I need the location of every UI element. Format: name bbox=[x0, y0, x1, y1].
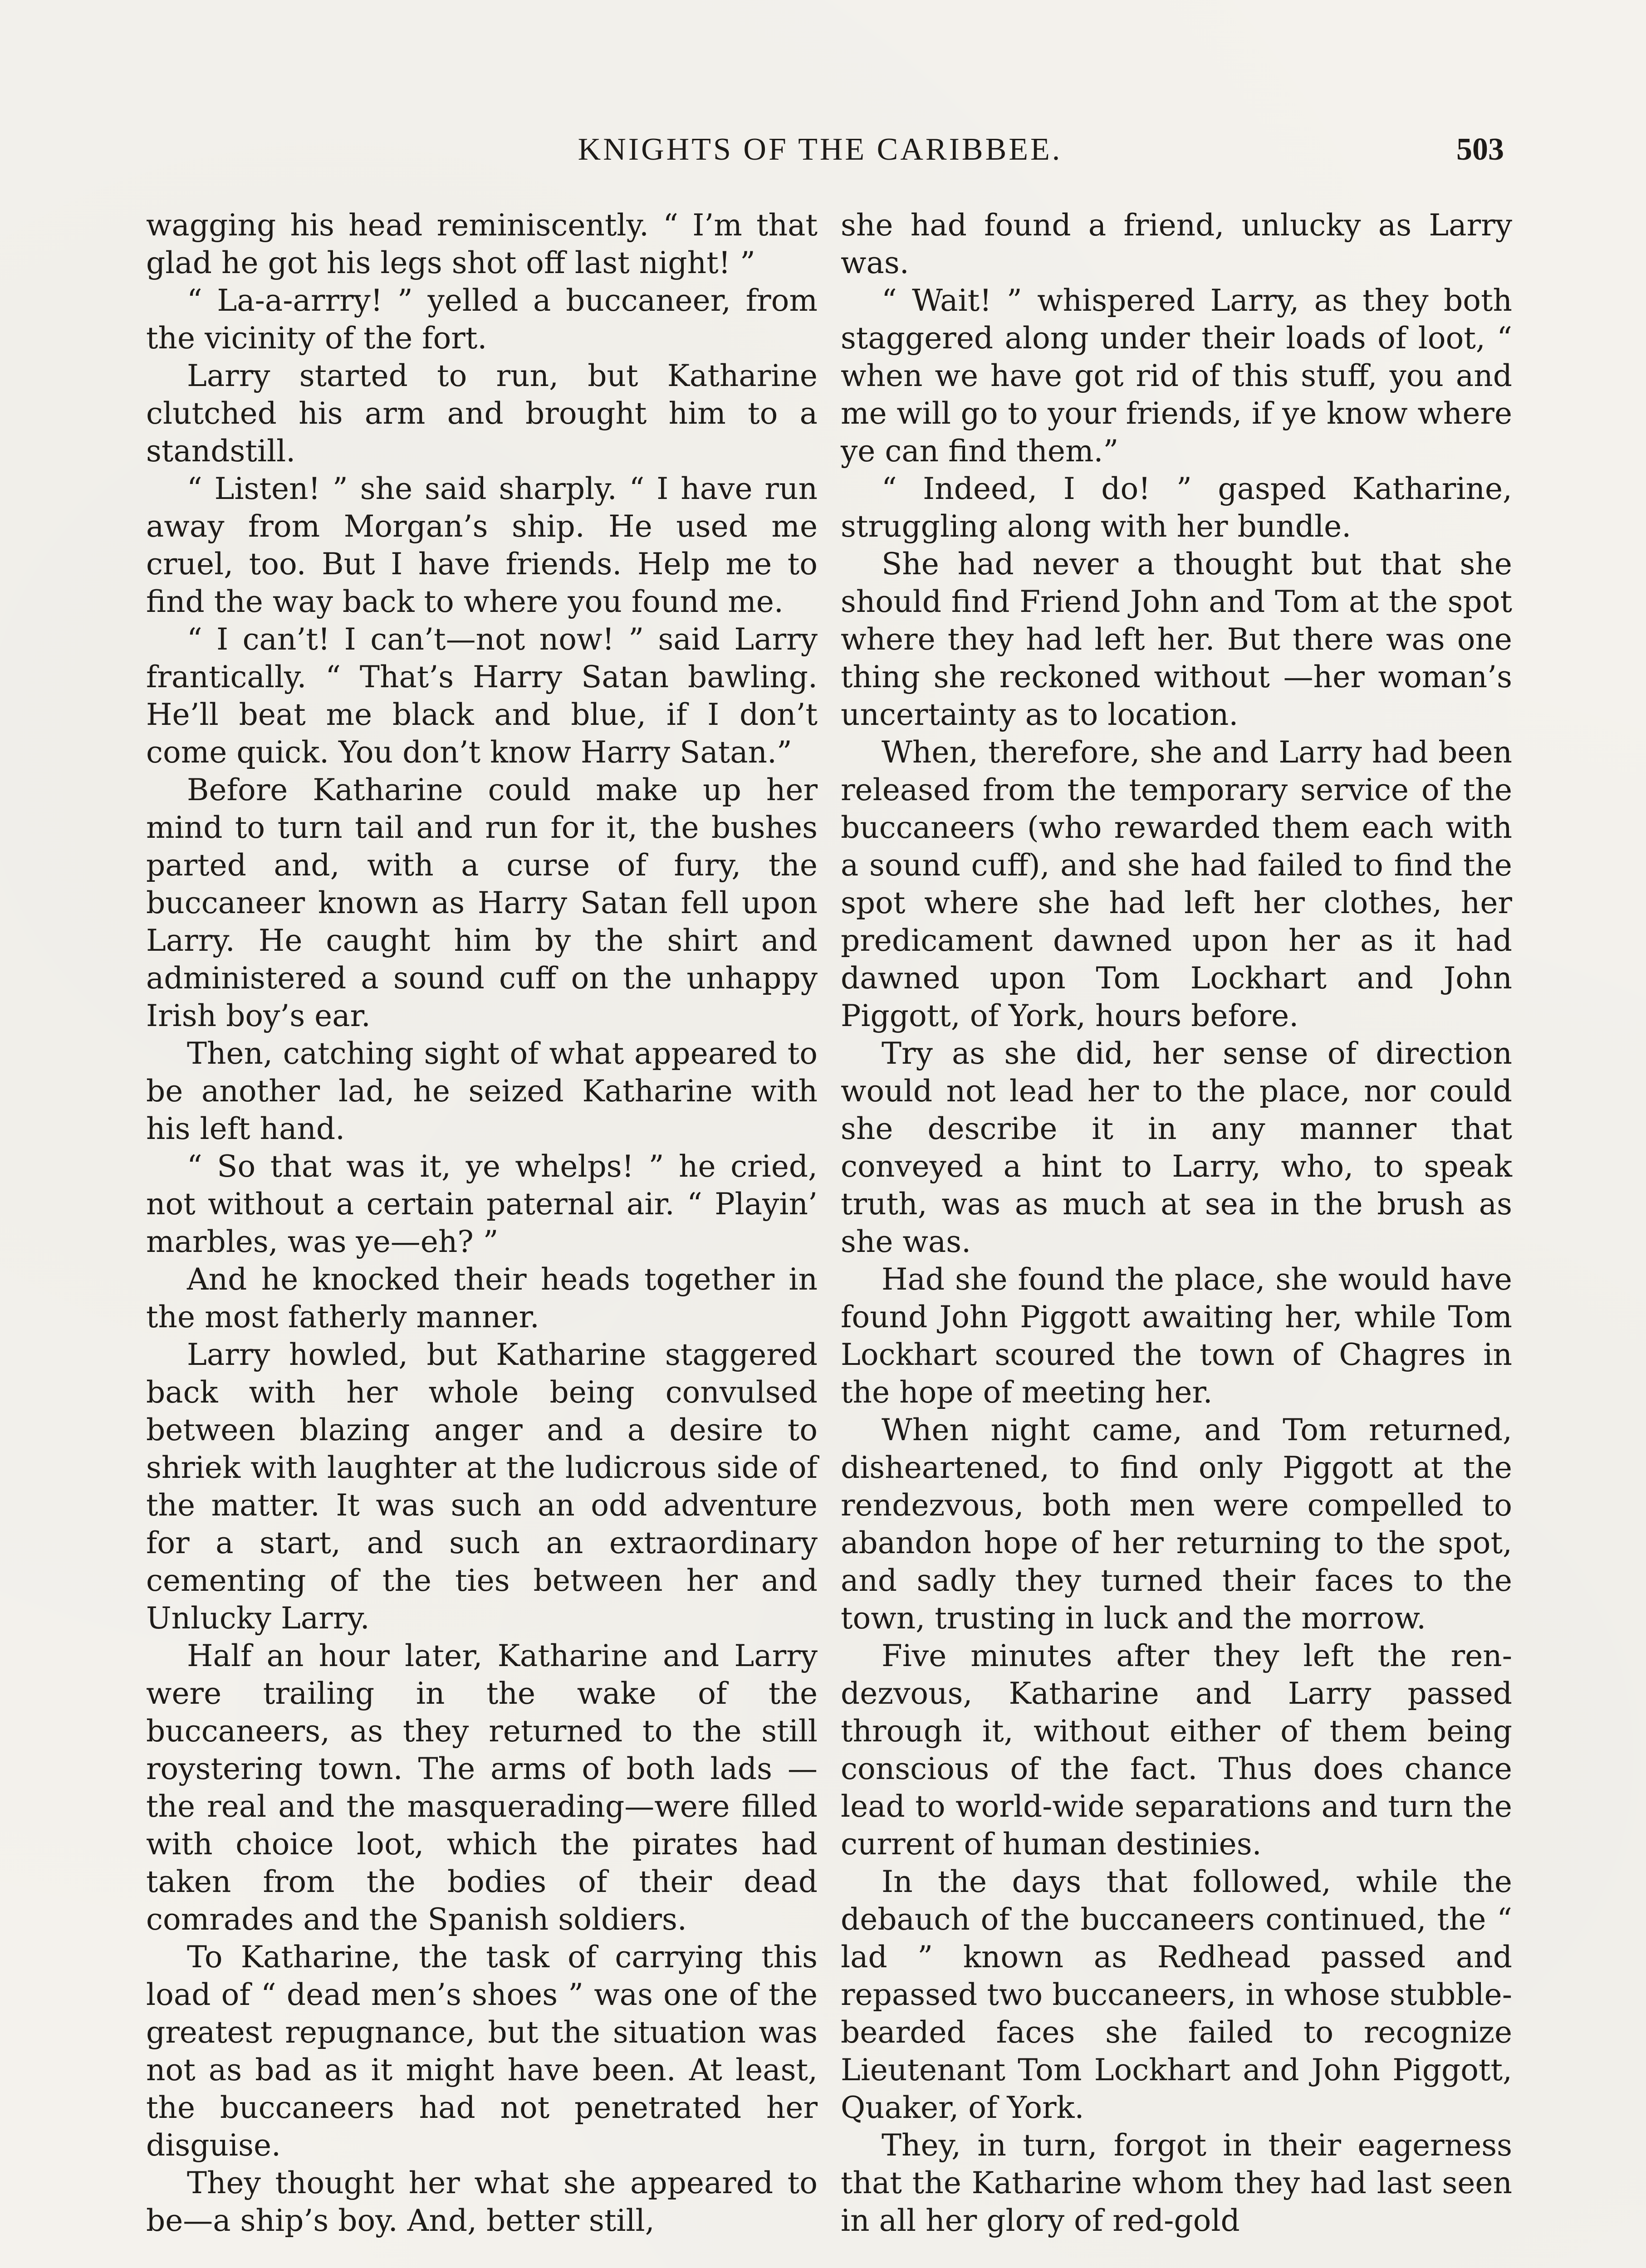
paragraph: wagging his head reminiscently. “ I’m that glad he got his legs shot off last night! ” bbox=[146, 208, 818, 280]
paragraph: When night came, and Tom returned, disheartened, to find only Piggott at the rendezvous, both men were compelled to abandon hope of her returning to the spot, and sadly they turned their faces to the town, trusting in luck and the morrow. bbox=[841, 1413, 1512, 1636]
paragraph: In the days that followed, while the debauch of the buccaneers continued, the “ lad ” known as Redhead passed and repassed two buccaneers, in whose stubble-bearded faces she failed to recognize Lieutenant Tom Lockhart and John Piggott, Quaker, of York. bbox=[841, 1864, 1512, 2125]
paragraph: “ Wait! ” whispered Larry, as they both staggered along under their loads of loot, “ when we have got rid of this stuff, you and me will go to your friends, if ye know where ye can find them.” bbox=[841, 283, 1512, 469]
right-column bbox=[841, 206, 1512, 2239]
page-header bbox=[136, 132, 1504, 181]
paragraph: Had she found the place, she would have found John Piggott awaiting her, while Tom Lockhart scoured the town of Chagres in the hope of meeting her. bbox=[841, 1262, 1512, 1410]
paragraph: She had never a thought but that she should find Friend John and Tom at the spot where they had left her. But there was one thing she reckoned without —her woman’s uncertainty as to location. bbox=[841, 547, 1512, 732]
running-title: KNIGHTS OF THE CARIBBEE. bbox=[578, 132, 1063, 167]
paragraph: she had found a friend, unlucky as Larry was. bbox=[841, 208, 1512, 280]
paragraph: Half an hour later, Katharine and Larry were trailing in the wake of the buccaneers, as they returned to the still roystering town. The arms of both lads —the real and the masquerading—were filled with choice loot, which the pirates had taken from the bodies of their dead comrades and the Spanish soldiers. bbox=[146, 1638, 818, 1937]
paragraph: To Katharine, the task of carrying this load of “ dead men’s shoes ” was one of the greatest repugnance, but the situation was not as bad as it might have been. At least, the buccaneers had not penetrated her disguise. bbox=[146, 1940, 818, 2163]
paragraph: When, therefore, she and Larry had been released from the temporary service of the buccaneers (who rewarded them each with a sound cuff), and she had failed to find the spot where she had left her clothes, her predicament dawned upon her as it had dawned upon Tom Lockhart and John Piggott, of York, hours before. bbox=[841, 735, 1512, 1033]
paragraph: Five minutes after they left the rendezvous, Katharine and Larry passed through it, without either of them being conscious of the fact. Thus does chance lead to world-wide separations and turn the current of human destinies. bbox=[841, 1638, 1512, 1862]
paragraph: They thought her what she appeared to be—a ship’s boy. And, better still, bbox=[146, 2165, 818, 2238]
paragraph: Then, catching sight of what appeared to be another lad, he seized Katharine with his left hand. bbox=[146, 1036, 818, 1146]
left-column bbox=[146, 206, 818, 2239]
paragraph: “ Indeed, I do! ” gasped Katharine, struggling along with her bundle. bbox=[841, 471, 1512, 544]
paragraph: “ Listen! ” she said sharply. “ I have run away from Morgan’s ship. He used me cruel, too. But I have friends. Help me to find the way back to where you found me. bbox=[146, 471, 818, 619]
paragraph: “ La-a-arrry! ” yelled a buccaneer, from the vicinity of the fort. bbox=[146, 283, 818, 356]
paragraph: Before Katharine could make up her mind to turn tail and run for it, the bushes parted and, with a curse of fury, the buccaneer known as Harry Satan fell upon Larry. He caught him by the shirt and administered a sound cuff on the unhappy Irish boy’s ear. bbox=[146, 772, 818, 1033]
paragraph: And he knocked their heads together in the most fatherly manner. bbox=[146, 1262, 818, 1334]
page-number: 503 bbox=[1456, 132, 1504, 167]
paragraph: Try as she did, her sense of direction would not lead her to the place, nor could she describe it in any manner that conveyed a hint to Larry, who, to speak truth, was as much at sea in the brush as she was. bbox=[841, 1036, 1512, 1259]
paragraph: “ So that was it, ye whelps! ” he cried, not without a certain paternal air. “ Playin’ marbles, was ye—eh? ” bbox=[146, 1149, 818, 1259]
paragraph: Larry started to run, but Katharine clutched his arm and brought him to a standstill. bbox=[146, 358, 818, 469]
paragraph: Larry howled, but Katharine staggered back with her whole being convulsed between blazing anger and a desire to shriek with laughter at the ludicrous side of the matter. It was such an odd adventure for a start, and such an extraordinary cementing of the ties between her and Unlucky Larry. bbox=[146, 1337, 818, 1636]
paragraph: “ I can’t! I can’t—not now! ” said Larry frantically. “ That’s Harry Satan bawling. He’ll beat me black and blue, if I don’t come quick. You don’t know Harry Satan.” bbox=[146, 622, 818, 770]
paragraph: They, in turn, forgot in their eagerness that the Katharine whom they had last seen in all her glory of red-gold bbox=[841, 2128, 1512, 2238]
